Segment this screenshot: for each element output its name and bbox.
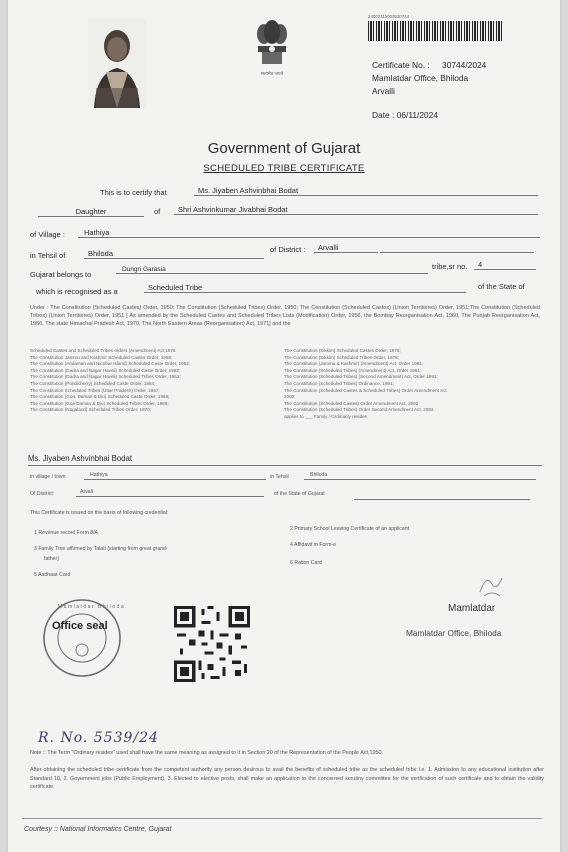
order-item: The Constitution (Jammu & Kashmir) (Amendment) Act, Order 1991;	[284, 361, 424, 367]
order-item: The Constitution Jammu and Kashmir Scheduled Castes Order, 1956;	[30, 354, 173, 360]
barcode-bars	[368, 21, 504, 41]
tribe-no-label: tribe,sr no.	[432, 262, 468, 271]
order-item: The Constitution (Dadra and Nagar Haveli) Scheduled Tribes Order, 1962;	[30, 374, 181, 380]
village: Hathiya	[78, 228, 540, 238]
handwritten-ref: R. No. 5539/24	[38, 730, 159, 746]
after-text: After obtaining the scheduled tribe certificate from the competent authority any person desirous to avail the benefits of scheduled tribe as the scheduled tribe i.e. 1. Admission to any educational institution after Standard 10, 2. Government jobs (Public Employment), 3. Elected to elective posts, shall make an application to the concerned scrutiny committee for the verification of such certificate and to obtain the validity certificate.	[30, 767, 544, 790]
recognised-value: Scheduled Tribe	[144, 283, 466, 293]
parent-name: Shri Ashvinkumar Jivabhai Bodat	[174, 205, 538, 215]
resident-district: Arvali	[76, 489, 264, 497]
state-suffix: of the State of	[478, 282, 525, 291]
credentials-intro: This Certificate is issued on the basis of following credential:	[30, 510, 169, 516]
order-item: The Constitution (Sikkim) Scheduled Tribes Order, 1978;	[284, 354, 399, 360]
credential-item: 4 Affidavit in Form-e	[290, 542, 337, 548]
footer-courtesy: Courtesy :: National Informatics Centre, Gujarat	[24, 826, 172, 833]
order-item: The Constitution (Andaman and Nicobar Island) Scheduled Caste Order, 1962;	[30, 361, 191, 367]
signatory-title: Mamlatdar	[448, 603, 496, 614]
person-name: Ms. Jiyaben Ashvinbhai Bodat	[194, 186, 538, 196]
applicant-photo	[88, 18, 146, 108]
district-short: Arvalli	[372, 86, 395, 96]
national-emblem-icon	[248, 16, 296, 76]
order-item: The Constitution (Nagaland) Scheduled Tribes Order, 1970;	[30, 407, 152, 413]
barcode	[368, 14, 508, 48]
order-item: The Constitution Scheduled Tribes (Uttar Pradesh) Order, 1967;	[30, 387, 160, 393]
signatory-office: Mamlatdar Office, Bhiloda	[406, 628, 502, 638]
note-text: Note :: The Term "Ordinary resides" used shall have the same meaning as assigned to it in Section 20 of the Representation of the People Act,1950.	[30, 750, 384, 756]
issue-date: 06/11/2024	[396, 110, 438, 120]
village-label: of Village :	[30, 230, 65, 239]
office-seal	[38, 596, 128, 680]
qr-code-icon	[174, 606, 250, 682]
order-item: The Constitution (Goa Daman & Diu) Scheduled Tribes Order, 1968;	[30, 400, 169, 406]
orders-left-list	[30, 348, 280, 414]
order-item: The Constitution (Pondicherry) Scheduled Caste Order, 1964;	[30, 380, 156, 386]
order-item: The Constitution (Scheduled Tribes) (Second Amendment) Act, Order 1991;	[284, 374, 438, 380]
resident-tehsil-label: in Tehsil	[270, 474, 289, 480]
barcode-number: 24002115003530744	[368, 14, 410, 19]
certificate-meta	[372, 60, 552, 120]
tribe-name: Dungri Garasia	[116, 266, 428, 274]
resident-name: Ms. Jiyaben Ashvinbhai Bodat	[28, 454, 542, 466]
district-label: of District :	[270, 245, 306, 254]
certificate-no-label: Certificate No. :	[372, 60, 430, 70]
footer-divider	[22, 818, 542, 819]
belongs-label: Gujarat belongs to	[30, 270, 92, 279]
resident-district-label: Of District	[30, 491, 53, 497]
relation: Daughter	[38, 207, 144, 217]
order-item: The Constitution (Scheduled Tribes) Ordinance, 1991;	[284, 380, 394, 386]
resident-village-label: in village / town	[30, 474, 66, 480]
of-label: of	[154, 207, 161, 216]
order-item: The Constitution (Sikkim) Scheduled Castes Order, 1978;	[284, 348, 401, 353]
resident-village: Hathiya	[84, 472, 266, 480]
order-item: The Constitution (Scheduled Castes) Order Amendment Act, 2002	[284, 400, 419, 406]
credential-item: 2 Primary School Leaving Certificate of an applicant	[290, 526, 410, 532]
tehsil: Bhiloda	[84, 249, 264, 259]
government-title: Government of Gujarat	[207, 140, 361, 157]
district: Arvalli	[314, 243, 378, 253]
title-block	[8, 140, 560, 174]
seal-ring-text: Mamlatdar Bhiloda	[58, 604, 126, 610]
credential-item: 6 Ration Card	[290, 560, 323, 566]
credential-item: 1 Revenue record Form 8/A	[34, 530, 99, 536]
order-item: applies to ___ Family / Ordinarily resides	[284, 413, 367, 419]
order-item: The Constitution (Scheduled Castes & Scheduled Tribes) Order Amendment Act	[284, 387, 447, 393]
tehsil-label: in Tehsil of	[30, 251, 66, 260]
under-paragraph: Under : The Constitution (Scheduled Castes) Order, 1950; The Constitution (Scheduled Tribes) Order, 1950; The Constitution (Scheduled Castes) (Union Territories) Order, 1951;The Constitution (Scheduled Tribes) (Union Territories) Order, 1951 [ As amended by the Scheduled Castes and Scheduled Tribes Lists (Modification) Order, 1956, the Bombay Reorganisation Act, 1960, The Punjab Reorganisation Act, 1966, The state Himachal Pradesh Act, 1970, The North Eastern Areas (Reorganisation) Act, 1971] and the	[30, 305, 540, 327]
order-item: The Constitution (Scheduled Tribes) (Amendment) Act, Order 1991;	[284, 367, 422, 373]
order-item: The Constitution (Dadra and Nagar Haveli) Scheduled Caste Order, 1962;	[30, 367, 181, 373]
credential-item: 3 Family Tree affirmed by Talati (starting from great grand-	[34, 546, 168, 552]
order-item: 2002;	[284, 394, 296, 400]
resident-tehsil: Bhiloda	[304, 472, 536, 480]
certificate-no: 30744/2024	[442, 60, 487, 70]
district-line	[380, 251, 534, 253]
issuing-office: Mamlatdar Office, Bhiloda	[372, 73, 469, 83]
emblem-caption: सत्यमेव जयते	[260, 71, 284, 76]
certificate-title: SCHEDULED TRIBE CERTIFICATE	[203, 163, 365, 174]
certify-prefix: This is to certify that	[100, 188, 167, 197]
seal-text: Office seal	[52, 620, 108, 632]
credential-item: 5 Aadhaar Card	[34, 572, 71, 578]
order-item: The Constitution (Scheduled Tribes) Order Second Amendment Act, 2002	[284, 407, 434, 413]
tribe-no: 4	[474, 260, 536, 270]
signature-icon	[476, 572, 506, 605]
orders-right-list	[284, 348, 544, 421]
order-item: The Constitution (Goa, Daman & Diu) Scheduled Caste Order, 1968;	[30, 394, 170, 400]
certificate-page	[8, 0, 560, 852]
date-label: Date :	[372, 110, 395, 120]
credential-item: father)	[44, 556, 59, 562]
order-item: Scheduled Castes and Scheduled Tribes orders (Amendment) Act,1976	[30, 348, 176, 353]
recognised-label: which is recognised as a	[36, 287, 118, 296]
resident-state-line	[354, 498, 530, 500]
resident-state: of the State of Gujarat	[274, 491, 325, 497]
